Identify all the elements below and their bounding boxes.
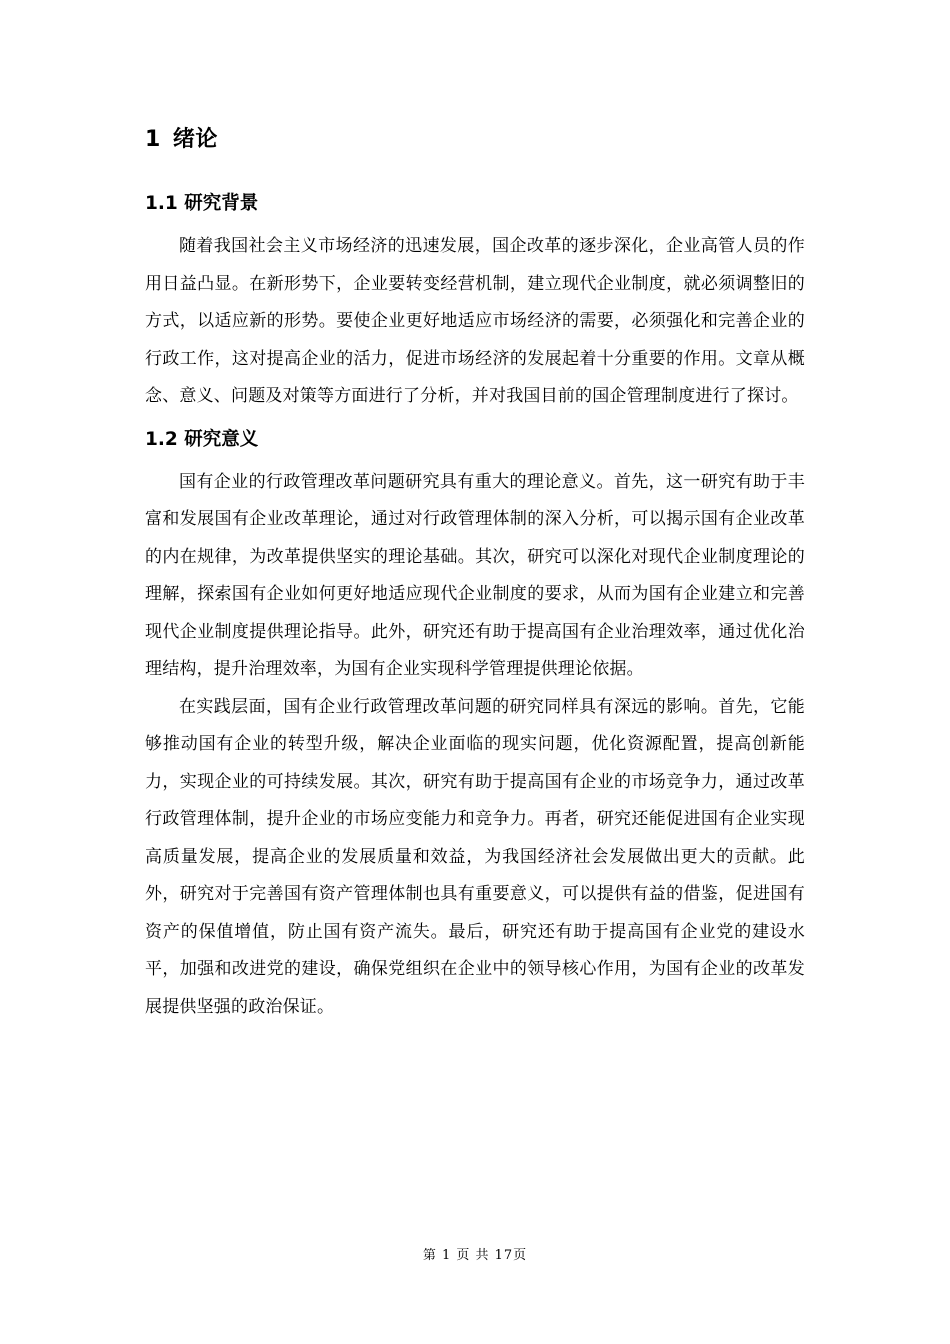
page-content: [145, 118, 805, 1026]
chapter-number: 1: [145, 127, 161, 152]
paragraph-background: 随着我国社会主义市场经济的迅速发展，国企改革的逐步深化，企业高管人员的作用日益凸显。在新形势下，企业要转变经营机制，建立现代企业制度，就必须调整旧的方式，以适应新的形势。要使企业更好地适应市场经济的需要，必须强化和完善企业的行政工作，这对提高企业的活力，促进市场经济的发展起着十分重要的作用。文章从概念、意义、问题及对策等方面进行了分析，并对我国目前的国企管理制度进行了探讨。: [145, 236, 805, 406]
page-number-footer: 第 1 页 共 17页: [422, 1248, 528, 1263]
section-heading-background: 1.1 研究背景: [145, 193, 259, 214]
chapter-title: [145, 118, 805, 162]
chapter-title-text: 绪论: [172, 127, 218, 152]
section-heading-significance: 1.2 研究意义: [145, 428, 259, 450]
paragraph-theoretical-significance: 国有企业的行政管理改革问题研究具有重大的理论意义。首先，这一研究有助于丰富和发展国有企业改革理论，通过对行政管理体制的深入分析，可以揭示国有企业改革的内在规律，为改革提供坚实的理论基础。其次，研究可以深化对现代企业制度理论的理解，探索国有企业如何更好地适应现代企业制度的要求，从而为国有企业建立和完善现代企业制度提供理论指导。此外，研究还有助于提高国有企业治理效率，通过优化治理结构，提升治理效率，为国有企业实现科学管理提供理论依据。: [145, 471, 805, 679]
paragraph-practical-significance: 在实践层面，国有企业行政管理改革问题的研究同样具有深远的影响。首先，它能够推动国有企业的转型升级，解决企业面临的现实问题，优化资源配置，提高创新能力，实现企业的可持续发展。其次，研究有助于提高国有企业的市场竞争力，通过改革行政管理体制，提升企业的市场应变能力和竞争力。再者，研究还能促进国有企业实现高质量发展，提高企业的发展质量和效益，为我国经济社会发展做出更大的贡献。此外，研究对于完善国有资产管理体制也具有重要意义，可以提供有益的借鉴，促进国有资产的保值增值，防止国有资产流失。最后，研究还有助于提高国有企业党的建设水平，加强和改进党的建设，确保党组织在企业中的领导核心作用，为国有企业的改革发展提供坚强的政治保证。: [145, 696, 805, 1017]
